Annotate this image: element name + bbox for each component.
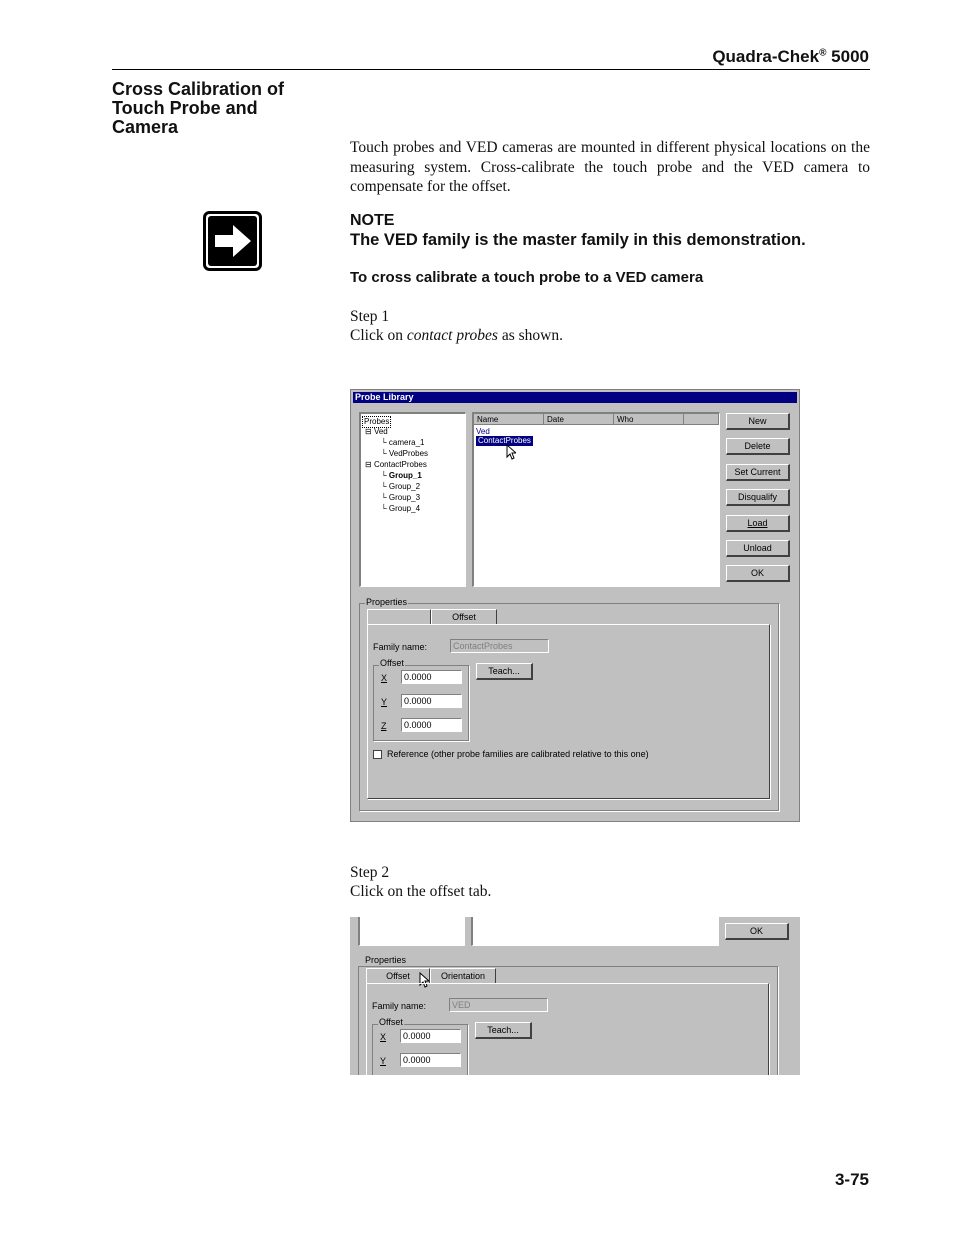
y-label: Y [381, 697, 388, 707]
tree-item-group-3[interactable]: └ Group_3 [381, 493, 421, 502]
x-offset-field[interactable]: 0.0000 [400, 1029, 461, 1043]
tree-item-ved[interactable]: ⊟ Ved [365, 427, 388, 436]
properties-label: Properties [366, 597, 408, 607]
tab-offset[interactable]: Offset [366, 968, 430, 984]
y-label: Y [380, 1056, 387, 1066]
tree-item-vedprobes[interactable]: └ VedProbes [381, 449, 429, 458]
teach-button[interactable]: Teach... [476, 663, 533, 680]
tree-item-camera-1[interactable]: └ camera_1 [381, 438, 425, 447]
y-offset-field[interactable]: 0.0000 [400, 1053, 461, 1067]
probe-tree-partial [358, 917, 465, 946]
tree-item-group-1[interactable]: └ Group_1 [381, 471, 422, 480]
tree-item-probes[interactable]: Probes [364, 417, 390, 426]
set-current-button[interactable]: Set Current [726, 464, 790, 481]
tab-orientation[interactable]: Orientation [430, 968, 496, 983]
tree-item-group-4[interactable]: └ Group_4 [381, 504, 421, 513]
column-name[interactable]: Name [474, 414, 544, 425]
tree-item-contactprobes[interactable]: ⊟ ContactProbes [365, 460, 427, 469]
list-item-ved[interactable]: Ved [476, 427, 490, 436]
ok-button[interactable]: OK [725, 923, 789, 940]
note-label: NOTE [350, 212, 395, 229]
offset-tab-screenshot [350, 917, 800, 1075]
family-name-field[interactable]: ContactProbes [450, 639, 549, 653]
z-label: Z [381, 721, 387, 731]
reference-checkbox[interactable] [373, 750, 382, 759]
column-extra [684, 414, 719, 425]
tree-item-group-2[interactable]: └ Group_2 [381, 482, 421, 491]
mouse-cursor-icon [506, 444, 516, 460]
probe-list[interactable] [472, 412, 720, 587]
x-offset-field[interactable]: 0.0000 [401, 670, 462, 684]
step-1 [350, 307, 563, 345]
probe-list-partial [471, 917, 719, 946]
family-name-field[interactable]: VED [449, 998, 548, 1012]
z-offset-field[interactable]: 0.0000 [401, 718, 462, 732]
note-text: The VED family is the master family in this demonstration. [350, 231, 806, 249]
page-number: 3-75 [834, 1170, 869, 1189]
column-date[interactable]: Date [544, 414, 614, 425]
x-label: X [381, 673, 388, 683]
header-brand: Quadra-Chek® 5000 [712, 47, 869, 66]
y-offset-field[interactable]: 0.0000 [401, 694, 462, 708]
column-who[interactable]: Who [614, 414, 684, 425]
properties-label: Properties [365, 955, 407, 965]
step-1-text: Click on contact probes as shown. [350, 327, 563, 344]
reference-label: Reference (other probe families are calibrated relative to this one) [387, 749, 649, 759]
offset-label: Offset [380, 658, 404, 668]
tab-offset[interactable]: Offset [431, 609, 497, 624]
offset-label: Offset [379, 1017, 403, 1027]
step-2-text: Click on the offset tab. [350, 883, 492, 900]
teach-button[interactable]: Teach... [475, 1022, 532, 1039]
unload-button[interactable]: Unload [726, 540, 790, 557]
list-item-contactprobes[interactable]: ContactProbes [478, 436, 531, 445]
dialog-title: Probe Library [353, 392, 797, 403]
step-1-label: Step 1 [350, 308, 390, 325]
x-label: X [380, 1032, 387, 1042]
procedure-heading: To cross calibrate a touch probe to a VED camera [350, 269, 704, 286]
tab-blank[interactable] [367, 609, 431, 624]
right-arrow-icon [203, 211, 262, 271]
load-button[interactable]: Load [726, 515, 790, 532]
family-name-label: Family name: [373, 642, 428, 652]
new-button[interactable]: New [726, 413, 790, 430]
ok-button[interactable]: OK [726, 565, 790, 582]
delete-button[interactable]: Delete [726, 438, 790, 455]
body-paragraph: Touch probes and VED cameras are mounted in different physical locations on the measuring system. Cross-calibrate the touch probe and the VED camera to compensate for the offset. [350, 139, 870, 195]
header-rule [112, 69, 870, 70]
step-2-label: Step 2 [350, 864, 390, 881]
family-name-label: Family name: [372, 1001, 427, 1011]
probe-tree[interactable] [359, 412, 466, 587]
section-title: Cross Calibration of Touch Probe and Camera [112, 79, 285, 137]
disqualify-button[interactable]: Disqualify [726, 489, 790, 506]
step-2 [350, 863, 491, 901]
probe-library-dialog [350, 389, 800, 822]
